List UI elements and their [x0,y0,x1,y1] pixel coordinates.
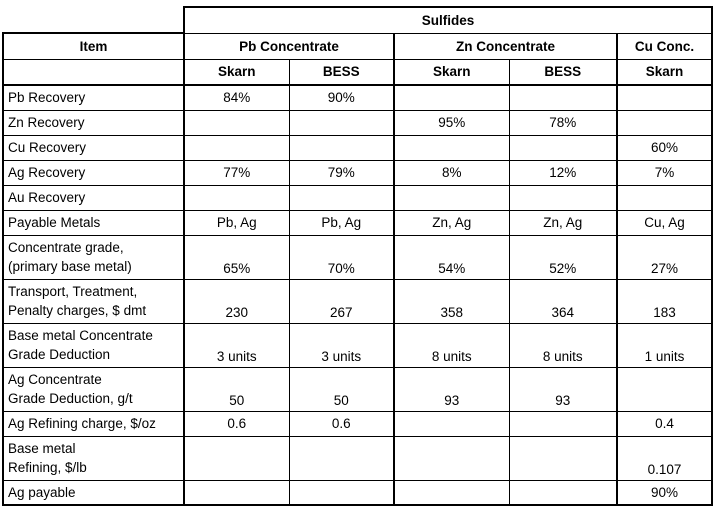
value-cell: 3 units [184,323,289,367]
value-cell [509,185,617,210]
value-cell [289,480,394,505]
row-label-line: Ag payable [8,484,76,500]
value-cell [289,436,394,480]
value-cell: 77% [184,160,289,185]
row-label [3,279,184,323]
value-cell: 0.4 [617,411,712,436]
value-cell [509,85,617,110]
value-cell: 90% [617,480,712,505]
item-header: Item [3,33,184,59]
value-cell: Zn, Ag [394,210,509,235]
row-label-line: Payable Metals [8,215,101,230]
header-row-sulfides [3,7,712,33]
value-cell: 79% [289,160,394,185]
table-row [3,367,712,411]
value-cell: 364 [509,279,617,323]
row-label-line: Ag Recovery [8,165,86,180]
row-label-line: Pb Recovery [8,90,86,106]
value-cell: 358 [394,279,509,323]
value-cell [394,480,509,505]
value-cell: Pb, Ag [289,210,394,235]
value-cell: 8 units [394,323,509,367]
value-cell: 90% [289,85,394,110]
row-label-line: Refining, $/lb [8,459,87,475]
table-row [3,135,712,160]
value-cell: 183 [617,279,712,323]
header-row-types [3,59,712,85]
value-cell [289,110,394,135]
value-cell [394,85,509,110]
value-cell [394,436,509,480]
row-label-line: Au Recovery [8,190,86,205]
value-cell [617,367,712,411]
value-cell: 12% [509,160,617,185]
row-label-line: Ag Concentrate [8,371,102,387]
value-cell [289,135,394,160]
row-label-line: Base metal Concentrate [8,327,153,343]
header-blank-cell [3,7,184,33]
subheader-zn-bess: BESS [509,59,617,85]
row-label-line: Grade Deduction [8,346,111,362]
table-row [3,411,712,436]
cu-conc-header: Cu Conc. [617,33,712,59]
value-cell: 93 [394,367,509,411]
sulfides-table-container [2,6,713,506]
value-cell [509,436,617,480]
value-cell: 50 [184,367,289,411]
item-subheader-blank [3,59,184,85]
value-cell [184,135,289,160]
table-row [3,436,712,480]
value-cell: Cu, Ag [617,210,712,235]
value-cell: 0.6 [289,411,394,436]
sulfides-table [2,6,713,506]
value-cell [394,411,509,436]
value-cell: 70% [289,235,394,279]
table-row [3,160,712,185]
subheader-cu-skarn: Skarn [617,59,712,85]
row-label [3,85,184,110]
pb-concentrate-header: Pb Concentrate [184,33,394,59]
row-label-line: Zn Recovery [8,115,85,130]
row-label [3,411,184,436]
value-cell: 267 [289,279,394,323]
row-label-line: Base metal [8,440,76,456]
value-cell: 65% [184,235,289,279]
value-cell: 54% [394,235,509,279]
value-cell [289,185,394,210]
row-label-line: Grade Deduction, g/t [8,390,133,406]
value-cell: 3 units [289,323,394,367]
row-label [3,436,184,480]
subheader-pb-bess: BESS [289,59,394,85]
value-cell [617,85,712,110]
value-cell [184,480,289,505]
value-cell: Zn, Ag [509,210,617,235]
subheader-pb-skarn: Skarn [184,59,289,85]
value-cell [509,480,617,505]
value-cell: 78% [509,110,617,135]
table-row [3,210,712,235]
value-cell: 8% [394,160,509,185]
row-label [3,160,184,185]
value-cell [184,110,289,135]
value-cell [184,436,289,480]
row-label-line: Ag Refining charge, $/oz [8,416,156,431]
value-cell [617,185,712,210]
row-label [3,367,184,411]
table-row [3,279,712,323]
value-cell: 84% [184,85,289,110]
row-label-line: (primary base metal) [8,258,132,274]
table-row [3,185,712,210]
row-label-line: Cu Recovery [8,140,87,155]
table-row [3,235,712,279]
value-cell: 1 units [617,323,712,367]
value-cell: 50 [289,367,394,411]
value-cell: 93 [509,367,617,411]
row-label [3,323,184,367]
row-label-line: Concentrate grade, [8,239,124,255]
value-cell [617,110,712,135]
value-cell [509,135,617,160]
row-label [3,210,184,235]
value-cell: 95% [394,110,509,135]
value-cell: Pb, Ag [184,210,289,235]
value-cell [394,135,509,160]
value-cell: 7% [617,160,712,185]
table-row [3,85,712,110]
table-row [3,323,712,367]
row-label [3,110,184,135]
row-label [3,135,184,160]
value-cell: 60% [617,135,712,160]
value-cell: 27% [617,235,712,279]
table-row [3,110,712,135]
row-label-line: Penalty charges, $ dmt [8,302,147,318]
table-body [3,85,712,505]
sulfides-header: Sulfides [184,7,712,33]
value-cell: 0.107 [617,436,712,480]
value-cell: 52% [509,235,617,279]
row-label [3,185,184,210]
zn-concentrate-header: Zn Concentrate [394,33,617,59]
table-row [3,480,712,505]
value-cell: 8 units [509,323,617,367]
value-cell: 0.6 [184,411,289,436]
value-cell: 230 [184,279,289,323]
header-row-concentrates [3,33,712,59]
value-cell [394,185,509,210]
row-label-line: Transport, Treatment, [8,283,138,299]
row-label [3,480,184,505]
subheader-zn-skarn: Skarn [394,59,509,85]
value-cell [509,411,617,436]
row-label [3,235,184,279]
value-cell [184,185,289,210]
